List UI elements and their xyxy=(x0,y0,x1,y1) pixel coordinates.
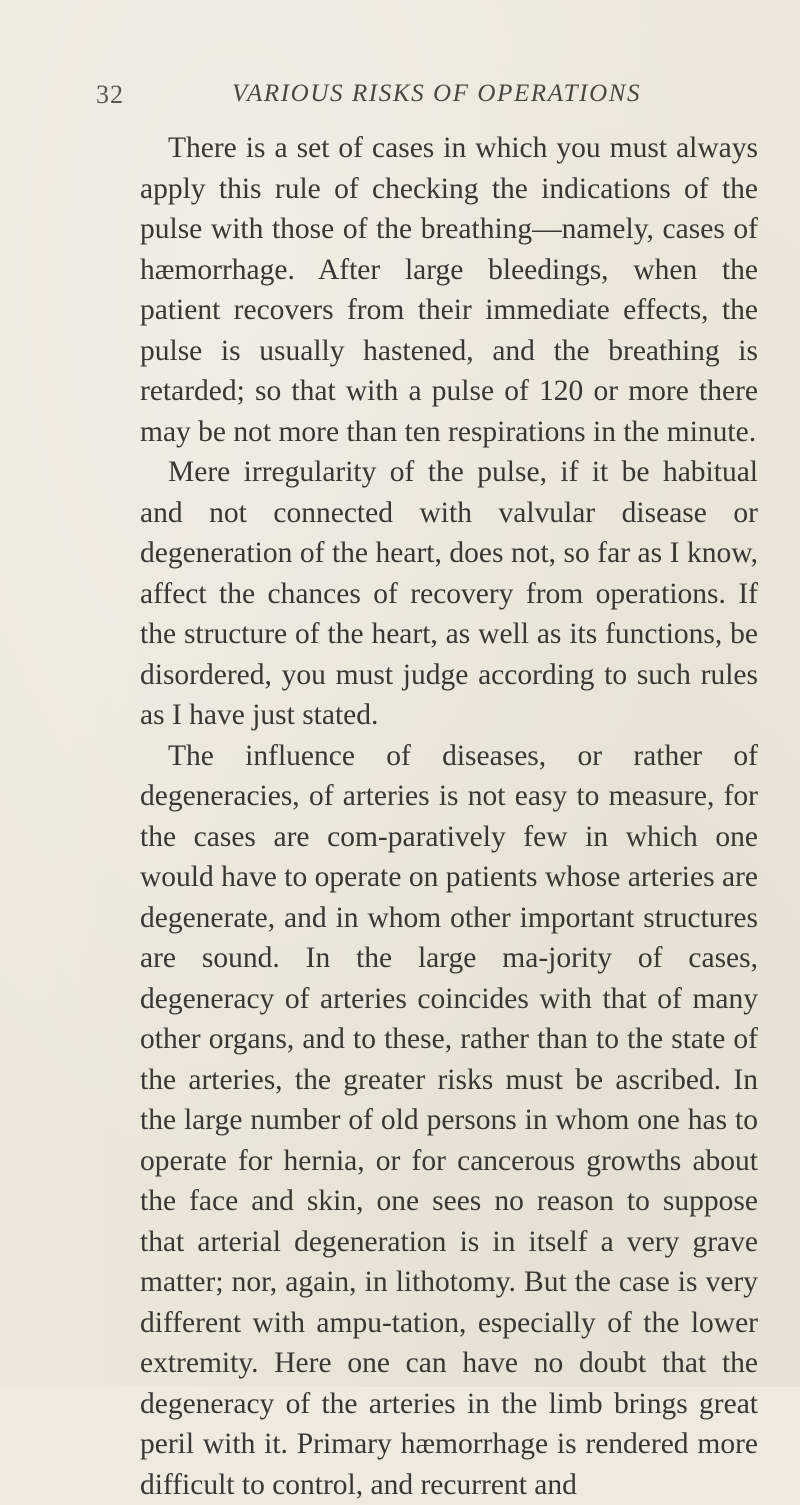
page-header xyxy=(0,80,800,120)
paragraph: The influence of diseases, or rather of degeneracies, of arteries is not easy to measure, for the cases are com-paratively few in which one would have to operate on patients whose arteries are degenerate, and in whom other important structures are sound. In the large ma-jority of cases, degeneracy of arteries coincides with that of many other organs, and to these, rather than to the state of the arteries, the greater risks must be ascribed. In the large number of old persons in whom one has to operate for hernia, or for cancerous growths about the face and skin, one sees no reason to suppose that arterial degeneration is in itself a very grave matter; nor, again, in lithotomy. But the case is very different with ampu-tation, especially of the lower extremity. Here one can have no doubt that the degeneracy of the arteries in the limb brings great peril with it. Primary hæmorrhage is rendered more difficult to control, and recurrent and xyxy=(140,736,758,1505)
paragraph: There is a set of cases in which you must always apply this rule of checking the indications of the pulse with those of the breathing—namely, cases of hæmorrhage. After large bleedings, when the patient recovers from their immediate effects, the pulse is usually hastened, and the breathing is retarded; so that with a pulse of 120 or more there may be not more than ten respirations in the minute. xyxy=(140,128,758,452)
paragraph: Mere irregularity of the pulse, if it be habitual and not connected with valvular disease or degeneration of the heart, does not, so far as I know, affect the chances of recovery from operations. If the structure of the heart, as well as its functions, be disordered, you must judge according to such rules as I have just stated. xyxy=(140,452,758,736)
running-head: VARIOUS RISKS OF OPERATIONS xyxy=(232,80,641,108)
body-text xyxy=(140,128,758,1368)
page-number: 32 xyxy=(96,80,124,110)
